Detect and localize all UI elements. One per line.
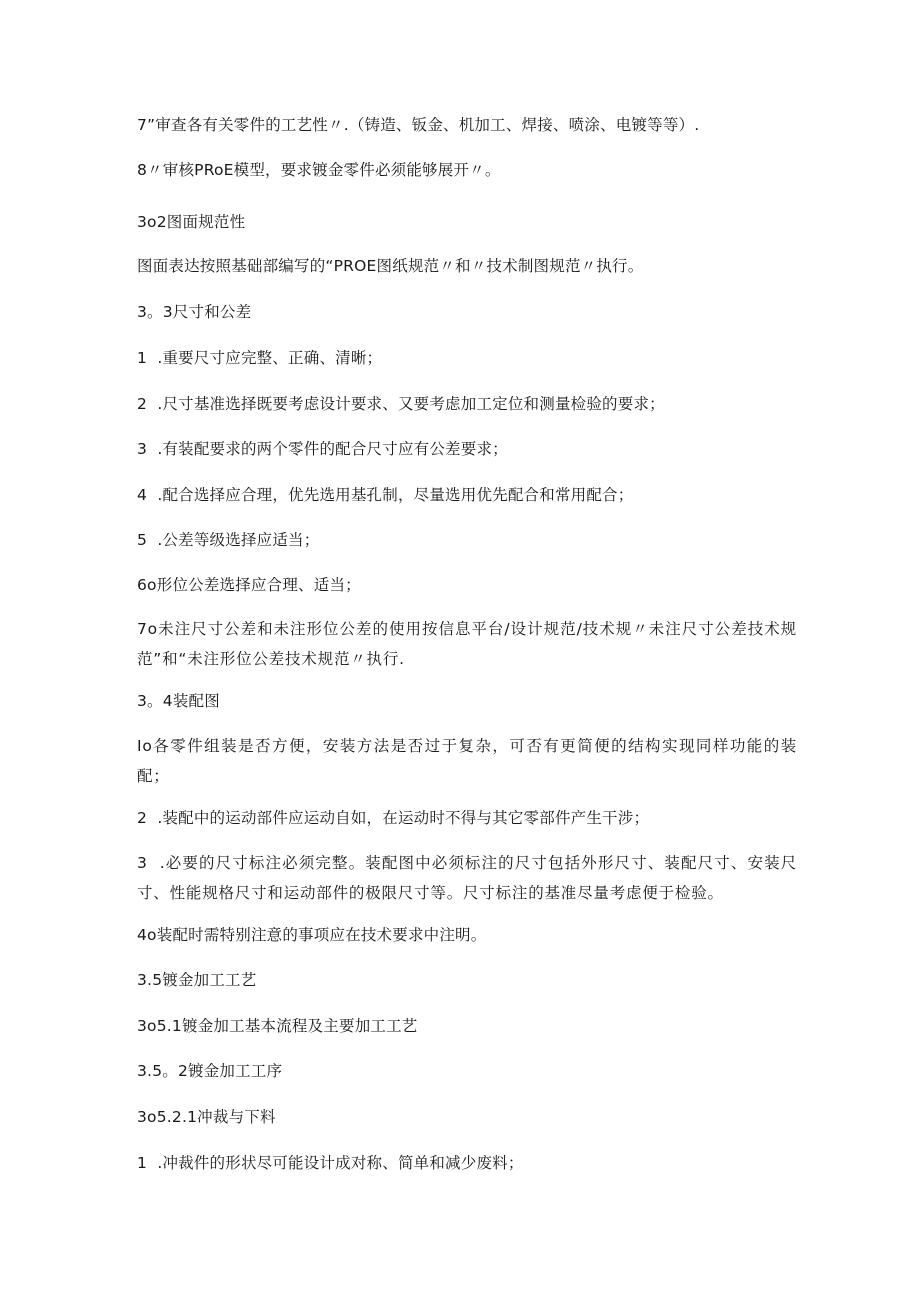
section-heading-3-5-2-1: 3o5.2.1冲裁与下料 [137,1108,276,1126]
paragraph-drawing-standard: 图面表达按照基础部编写的“PROE图纸规范〃和〃技术制图规范〃执行。 [137,257,644,275]
list-item-7-unspecified: 7o未注尺寸公差和未注形位公差的使用按信息平台/设计规范/技术规〃未注尺寸公差技术规范”和“未注形位公差技术规范〃执行. [137,620,797,668]
section-heading-3-4: 3。4装配图 [137,692,220,710]
list-item-1-dimensions: 1 .重要尺寸应完整、正确、清晰； [137,349,383,367]
list-item-3-tolerance: 3 .有装配要求的两个零件的配合尺寸应有公差要求； [137,440,508,458]
list-item-5-grade: 5 .公差等级选择应适当； [137,531,320,549]
section-heading-3-3: 3。3尺寸和公差 [137,303,252,321]
list-item-2-motion: 2 .装配中的运动部件应运动自如，在运动时不得与其它零部件产生干涉； [137,809,650,827]
paragraph-8-proe-model-review: 8〃审核PRoE模型，要求镀金零件必须能够展开〃。 [137,161,501,179]
list-item-4-notes: 4o装配时需特别注意的事项应在技术要求中注明。 [137,926,487,944]
list-item-4-fit: 4 .配合选择应合理，优先选用基孔制，尽量选用优先配合和常用配合； [137,486,634,504]
list-item-1-blanking: 1 .冲裁件的形状尽可能设计成对称、简单和减少废料； [137,1154,524,1172]
section-heading-3-5-1: 3o5.1镀金加工基本流程及主要加工工艺 [137,1017,418,1035]
list-item-6-geometric: 6o形位公差选择应合理、适当； [137,576,361,594]
section-heading-3-2: 3o2图面规范性 [137,213,246,231]
section-heading-3-5: 3.5镀金加工工艺 [137,971,257,989]
list-item-1-assembly: Io各零件组装是否方便，安装方法是否过于复杂，可否有更简便的结构实现同样功能的装配； [137,737,797,785]
list-item-2-datum: 2 .尺寸基准选择既要考虑设计要求、又要考虑加工定位和测量检验的要求； [137,395,665,413]
paragraph-7-process-review: 7”审查各有关零件的工艺性〃.（铸造、钣金、机加工、焊接、喷涂、电镀等等）. [137,116,700,134]
list-item-3-dimensioning: 3 .必要的尺寸标注必须完整。装配图中必须标注的尺寸包括外形尺寸、装配尺寸、安装尺寸、性能规格尺寸和运动部件的极限尺寸等。尺寸标注的基准尽量考虑便于检验。 [137,854,797,902]
section-heading-3-5-2: 3.5。2镀金加工工序 [137,1062,283,1080]
